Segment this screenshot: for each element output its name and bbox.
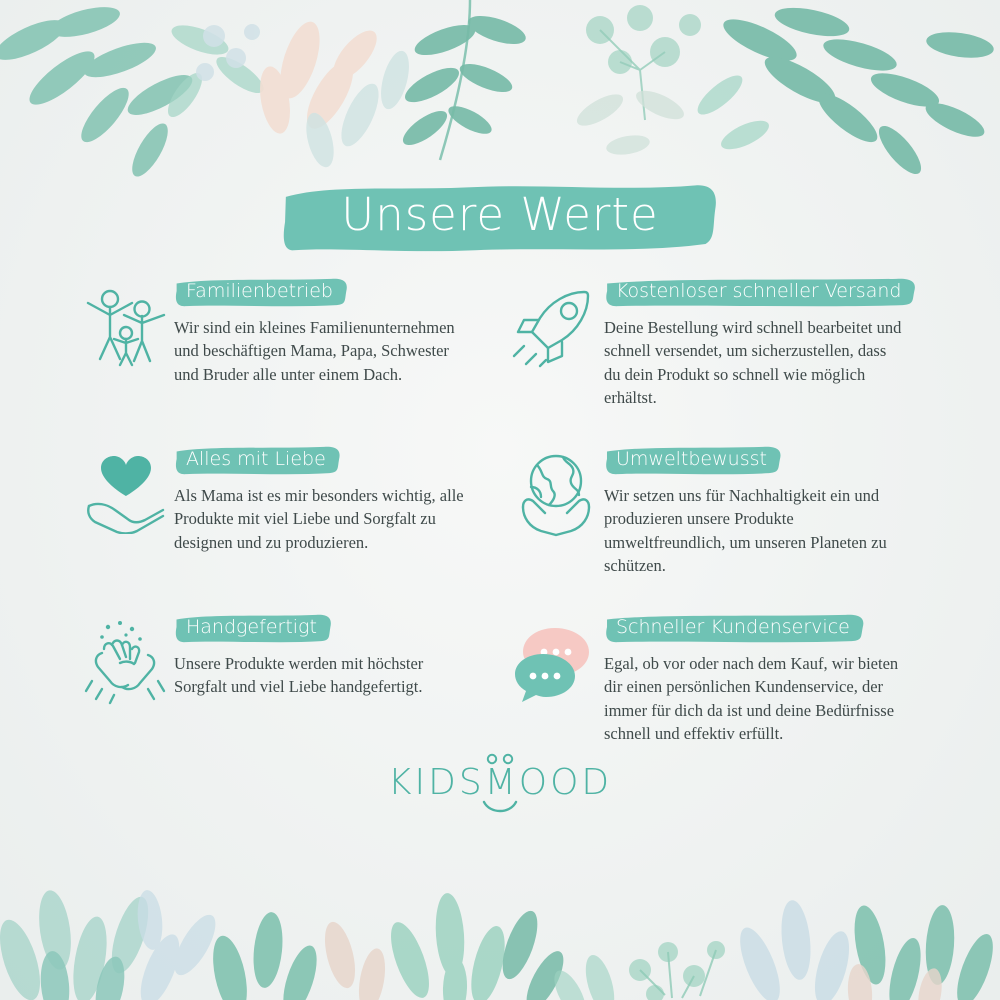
heart-in-hand-icon — [78, 446, 174, 542]
value-label: Alles mit Liebe — [186, 448, 326, 470]
value-description: Wir sind ein kleines Familienunternehmen und beschäftigen Mama, Papa, Schwester und Bruder alle unter einem Dach. — [174, 318, 455, 384]
value-description: Wir setzen uns für Nachhaltigkeit ein und produzieren unsere Produkte umweltfreundlich, um unseren Planeten zu schützen. — [604, 486, 887, 576]
value-label: Familienbetrieb — [186, 280, 333, 302]
values-grid — [78, 272, 938, 776]
value-item — [78, 608, 508, 776]
value-description: Egal, ob vor oder nach dem Kauf, wir bieten dir einen persönlichen Kundenservice, der immer für dich da ist und deine Bedürfnisse schnell und effektiv erfüllt. — [604, 654, 899, 744]
value-item — [78, 272, 508, 440]
brand-logo — [0, 762, 1000, 803]
page-title: Unsere Werte — [341, 188, 659, 241]
value-item — [78, 440, 508, 608]
rocket-icon — [508, 278, 604, 374]
value-label: Umweltbewusst — [616, 448, 767, 470]
value-label: Schneller Kundenservice — [616, 616, 850, 638]
value-item — [508, 608, 938, 776]
handmade-hands-icon — [78, 614, 174, 710]
value-label: Handgefertigt — [186, 616, 317, 638]
brand-logo-text: KIDSMOOD — [387, 762, 613, 803]
value-description: Als Mama ist es mir besonders wichtig, alle Produkte mit viel Liebe und Sorgfalt zu designen und zu produzieren. — [174, 486, 464, 552]
globe-in-hands-icon — [508, 446, 604, 542]
value-item — [508, 440, 938, 608]
logo-smile-icon — [480, 800, 520, 818]
family-icon — [78, 278, 174, 374]
header-banner — [0, 178, 1000, 256]
chat-bubbles-icon — [508, 614, 604, 710]
value-description: Deine Bestellung wird schnell bearbeitet und schnell versendet, um sicherzustellen, dass du dein Produkt so schnell wie möglich erhältst. — [604, 318, 902, 408]
value-label: Kostenloser schneller Versand — [616, 280, 902, 302]
value-item — [508, 272, 938, 440]
value-description: Unsere Produkte werden mit höchster Sorgfalt und viel Liebe handgefertigt. — [174, 654, 424, 697]
logo-smiley-icon — [478, 752, 522, 782]
